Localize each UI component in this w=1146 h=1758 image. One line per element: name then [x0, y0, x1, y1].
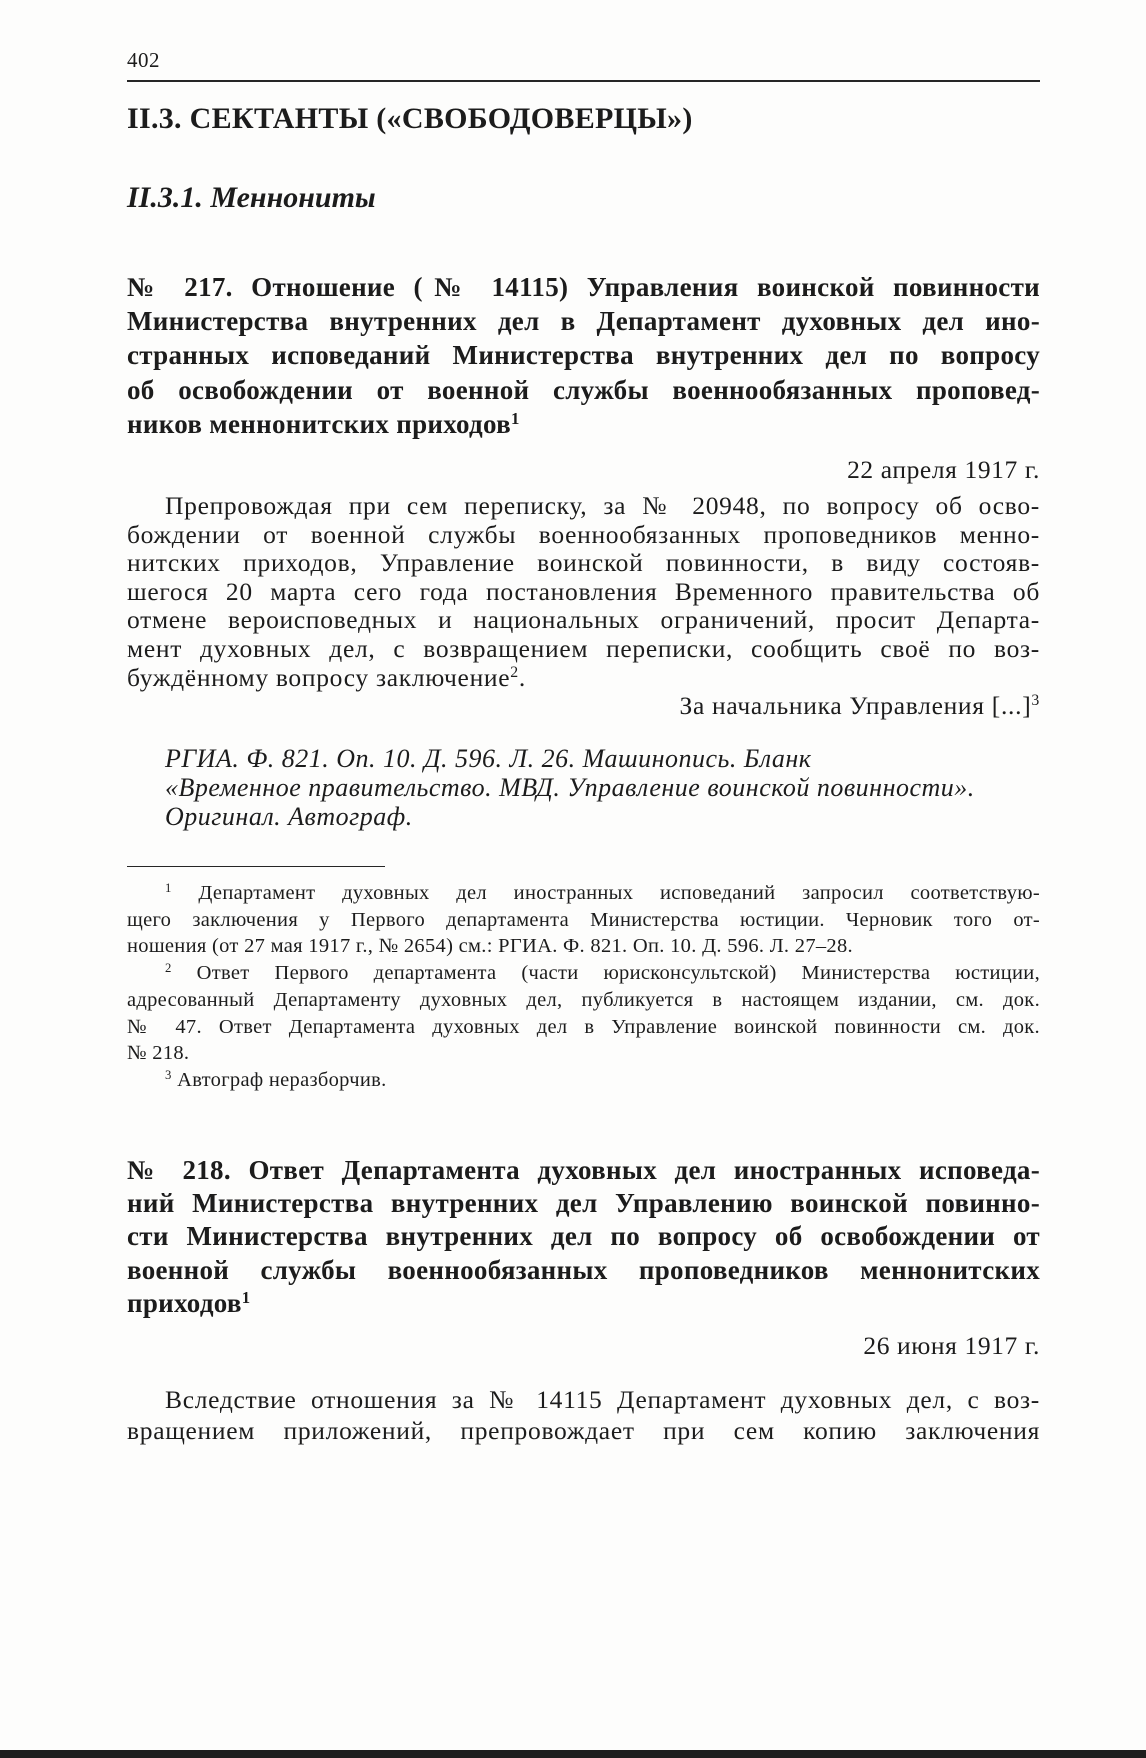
footnote-line: ношения (от 27 мая 1917 г., № 2654) см.: РГИА. Ф. 821. Оп. 10. Д. 596. Л. 27–28. [127, 935, 853, 958]
title-line: № 217. Отношение (№ 14115) Управления воинской повинности [127, 272, 1040, 302]
footnote-ref: 2 [510, 663, 519, 681]
body-line: бождении от военной службы военнообязанных проповедников менно- [127, 519, 1040, 549]
header-rule [127, 80, 1040, 82]
footnote-ref: 1 [511, 408, 520, 428]
footnote-text: Автограф неразборчив. [177, 1068, 387, 1091]
scan-edge-bar [0, 1750, 1146, 1758]
footnote-marker: 3 [165, 1067, 172, 1082]
footnote-text: Департамент духовных дел иностранных исповеданий запросил соответствую- [198, 882, 1040, 904]
title-line [127, 407, 1040, 441]
document-217-body [127, 492, 1040, 721]
footnote-line: адресованный Департаменту духовных дел, публикуется в настоящем издании, см. док. [127, 988, 1040, 1011]
title-line: об освобождении от военной службы военнообязанных проповед- [127, 374, 1040, 405]
body-line-end: . [518, 662, 526, 692]
archive-line: РГИА. Ф. 821. Оп. 10. Д. 596. Л. 26. Машинопись. Бланк [165, 744, 812, 773]
title-line: Министерства внутренних дел в Департамент духовных дел ино- [127, 306, 1040, 337]
title-line [127, 1287, 1040, 1320]
footnote-line: № 47. Ответ Департамента духовных дел в Управление воинской повинности см. док. [127, 1015, 1040, 1038]
document-218-title [127, 1154, 1040, 1320]
footnote-line [127, 880, 1040, 907]
document-217-title [127, 270, 1040, 441]
body-line [127, 664, 1040, 693]
footnote-marker: 2 [165, 961, 172, 976]
body-line: мент духовных дел, с возвращением переписки, сообщить своё по воз- [127, 633, 1040, 663]
footnote-ref: 1 [241, 1287, 251, 1307]
body-line-text: буждённому вопросу заключение [127, 662, 511, 692]
title-line: военной службы военнообязанных проповедников меннонитских [127, 1254, 1040, 1285]
subsection-heading: II.3.1. Меннониты [127, 181, 376, 214]
body-line: шегося 20 марта сего года постановления Временного правительства об [127, 576, 1040, 606]
archive-reference [127, 744, 1040, 832]
body-line: Вследствие отношения за № 14115 Департамент духовных дел, с воз- [165, 1385, 1040, 1414]
title-line: сти Министерства внутренних дел по вопросу об освобождении от [127, 1221, 1040, 1252]
document-218-body [127, 1384, 1040, 1446]
archive-line: Оригинал. Автограф. [165, 802, 413, 832]
body-line: отмене вероисповедных и национальных ограничений, просит Департа- [127, 605, 1040, 635]
archive-line: «Временное правительство. МВД. Управление воинской повинности». [165, 773, 975, 803]
section-heading: II.3. СЕКТАНТЫ («СВОБОДОВЕРЦЫ») [127, 102, 693, 135]
page-number: 402 [127, 48, 160, 72]
footnote-line [127, 1067, 1040, 1094]
footnote-line: щего заключения у Первого департамента Министерства юстиции. Черновик того от- [127, 908, 1040, 931]
footnote-text: Ответ Первого департамента (части юрисконсультской) Министерства юстиции, [196, 962, 1040, 985]
footnote-line [127, 960, 1040, 987]
footnote-ref: 3 [1031, 692, 1040, 710]
document-217-date: 22 апреля 1917 г. [847, 455, 1040, 484]
document-218-date: 26 июня 1917 г. [863, 1331, 1040, 1360]
body-line: нитских приходов, Управление воинской повинности, в виду состояв- [127, 548, 1040, 578]
footnote-line: № 218. [127, 1042, 190, 1065]
title-line-text: ников меннонитских приходов [127, 408, 512, 439]
title-line-text: приходов [127, 1287, 242, 1318]
body-line: Препровождая при сем переписку, за № 20948, по вопросу об осво- [165, 491, 1040, 520]
footnote-marker: 1 [165, 881, 172, 896]
signature [127, 692, 1040, 721]
title-line: странных исповеданий Министерства внутренних дел по вопросу [127, 340, 1040, 371]
footnote-rule [127, 866, 385, 867]
title-line: № 218. Ответ Департамента духовных дел иностранных исповеда- [127, 1155, 1040, 1185]
body-line: вращением приложений, препровождает при сем копию заключения [127, 1416, 1040, 1445]
title-line: ний Министерства внутренних дел Управлению воинской повинно- [127, 1188, 1040, 1219]
signature-text: За начальника Управления [...] [679, 691, 1032, 721]
footnotes [127, 880, 1040, 1094]
